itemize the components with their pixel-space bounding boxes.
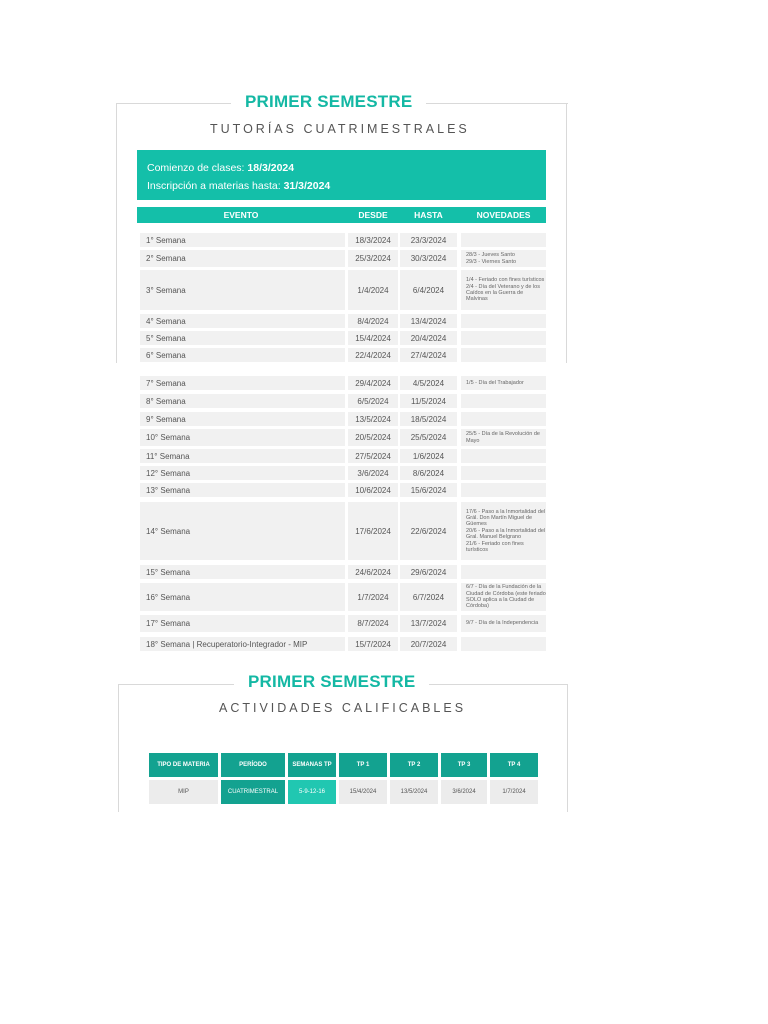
row-desde: 15/7/2024 (348, 637, 398, 651)
row-novedades (461, 233, 546, 247)
table-row (137, 394, 546, 408)
act-header-tp1: TP 1 (339, 753, 387, 777)
row-desde: 18/3/2024 (348, 233, 398, 247)
table-row (137, 502, 546, 560)
row-hasta: 20/4/2024 (400, 331, 457, 345)
row-evento: 8° Semana (140, 394, 345, 408)
enroll-date: 31/3/2024 (283, 180, 331, 192)
table-row (137, 314, 546, 328)
row-novedades: 1/4 - Feriado con fines turísticos 2/4 - Día del Veterano y de los Caídos en la Guerra de Malvinas (461, 270, 546, 310)
row-novedades: 6/7 - Día de la Fundación de la Ciudad de Córdoba (este feriado SOLO aplica a la Ciudad de Córdoba) (461, 583, 546, 611)
row-hasta: 1/6/2024 (400, 449, 457, 463)
table-row (137, 348, 546, 362)
row-hasta: 30/3/2024 (400, 250, 457, 267)
row-evento: 7° Semana (140, 376, 345, 390)
row-desde: 1/4/2024 (348, 270, 398, 310)
row-desde: 17/6/2024 (348, 502, 398, 560)
act-header-tipo: TIPO DE MATERIA (149, 753, 218, 777)
row-novedades (461, 565, 546, 579)
row-evento: 12° Semana (140, 466, 345, 480)
row-desde: 27/5/2024 (348, 449, 398, 463)
header-hasta: HASTA (414, 210, 443, 220)
table-row (137, 565, 546, 579)
act-cell-tp3: 3/6/2024 (441, 780, 487, 804)
act-cell-tp1: 15/4/2024 (339, 780, 387, 804)
act-header-semanas: SEMANAS TP (288, 753, 336, 777)
row-novedades (461, 449, 546, 463)
row-desde: 8/7/2024 (348, 615, 398, 632)
section1-title: PRIMER SEMESTRE (231, 92, 426, 112)
frame2-left-line (118, 684, 119, 812)
row-novedades (461, 466, 546, 480)
row-novedades: 1/5 - Día del Trabajador (461, 376, 546, 390)
header-novedades: NOVEDADES (476, 210, 531, 220)
row-novedades (461, 314, 546, 328)
row-hasta: 4/5/2024 (400, 376, 457, 390)
table-row (137, 233, 546, 247)
row-hasta: 15/6/2024 (400, 483, 457, 497)
row-novedades: 17/6 - Paso a la Inmortalidad del Grál. Don Martín Miguel de Güemes 20/6 - Paso a la Inmortalidad del Gral. Manuel Belgrano 21/6 - Feriado con fines turísticos (461, 502, 546, 560)
row-evento: 14° Semana (140, 502, 345, 560)
header-evento: EVENTO (223, 210, 259, 220)
row-hasta: 20/7/2024 (400, 637, 457, 651)
schedule-table-header (137, 207, 546, 223)
dates-banner (137, 150, 546, 200)
page-gap (116, 364, 568, 374)
row-evento: 4° Semana (140, 314, 345, 328)
act-header-periodo: PERÍODO (221, 753, 285, 777)
row-evento: 5° Semana (140, 331, 345, 345)
row-evento: 16° Semana (140, 583, 345, 611)
row-hasta: 27/4/2024 (400, 348, 457, 362)
row-evento: 13° Semana (140, 483, 345, 497)
row-desde: 6/5/2024 (348, 394, 398, 408)
row-hasta: 29/6/2024 (400, 565, 457, 579)
row-novedades (461, 348, 546, 362)
section2-subtitle: ACTIVIDADES CALIFICABLES (219, 701, 467, 715)
row-desde: 29/4/2024 (348, 376, 398, 390)
row-evento: 18° Semana | Recuperatorio-Integrador - MIP (140, 637, 345, 651)
enroll-label: Inscripción a materias hasta: (147, 180, 284, 192)
row-novedades: 9/7 - Día de la Independencia (461, 615, 546, 632)
table-row (137, 615, 546, 632)
frame2-right-line (567, 684, 568, 812)
table-row (137, 637, 546, 651)
row-novedades (461, 331, 546, 345)
row-hasta: 6/4/2024 (400, 270, 457, 310)
header-desde: DESDE (358, 210, 388, 220)
row-evento: 11° Semana (140, 449, 345, 463)
row-hasta: 23/3/2024 (400, 233, 457, 247)
section1-subtitle: TUTORÍAS CUATRIMESTRALES (210, 122, 470, 136)
row-hasta: 13/7/2024 (400, 615, 457, 632)
row-novedades (461, 637, 546, 651)
frame-right-line (566, 103, 567, 363)
row-hasta: 25/5/2024 (400, 429, 457, 446)
row-hasta: 13/4/2024 (400, 314, 457, 328)
act-cell-tp2: 13/5/2024 (390, 780, 438, 804)
row-desde: 22/4/2024 (348, 348, 398, 362)
row-evento: 3° Semana (140, 270, 345, 310)
table-row (137, 376, 546, 390)
act-cell-semanas: 5-9-12-16 (288, 780, 336, 804)
row-desde: 10/6/2024 (348, 483, 398, 497)
row-hasta: 18/5/2024 (400, 412, 457, 426)
row-evento: 2° Semana (140, 250, 345, 267)
row-evento: 1° Semana (140, 233, 345, 247)
table-row (137, 466, 546, 480)
frame-left-line (116, 103, 117, 363)
act-header-tp3: TP 3 (441, 753, 487, 777)
start-label: Comienzo de clases: (147, 162, 248, 174)
act-header-tp2: TP 2 (390, 753, 438, 777)
row-hasta: 6/7/2024 (400, 583, 457, 611)
row-novedades: 28/3 - Jueves Santo 29/3 - Viernes Santo (461, 250, 546, 267)
row-evento: 9° Semana (140, 412, 345, 426)
row-evento: 15° Semana (140, 565, 345, 579)
row-hasta: 8/6/2024 (400, 466, 457, 480)
row-desde: 13/5/2024 (348, 412, 398, 426)
row-novedades (461, 483, 546, 497)
table-row (137, 331, 546, 345)
act-cell-periodo: CUATRIMESTRAL (221, 780, 285, 804)
row-novedades (461, 412, 546, 426)
row-desde: 25/3/2024 (348, 250, 398, 267)
row-hasta: 22/6/2024 (400, 502, 457, 560)
act-header-tp4: TP 4 (490, 753, 538, 777)
row-desde: 24/6/2024 (348, 565, 398, 579)
table-row (137, 250, 546, 267)
row-desde: 20/5/2024 (348, 429, 398, 446)
row-novedades: 25/5 - Día de la Revolución de Mayo (461, 429, 546, 446)
section2-title: PRIMER SEMESTRE (234, 672, 429, 692)
row-desde: 8/4/2024 (348, 314, 398, 328)
row-hasta: 11/5/2024 (400, 394, 457, 408)
table-row (137, 270, 546, 310)
act-cell-tp4: 1/7/2024 (490, 780, 538, 804)
start-date: 18/3/2024 (247, 162, 295, 174)
table-row (137, 583, 546, 611)
row-desde: 3/6/2024 (348, 466, 398, 480)
act-cell-tipo: MIP (149, 780, 218, 804)
row-evento: 6° Semana (140, 348, 345, 362)
table-row (137, 483, 546, 497)
row-novedades (461, 394, 546, 408)
row-evento: 10° Semana (140, 429, 345, 446)
row-desde: 1/7/2024 (348, 583, 398, 611)
row-evento: 17° Semana (140, 615, 345, 632)
row-desde: 15/4/2024 (348, 331, 398, 345)
table-row (137, 449, 546, 463)
table-row (137, 429, 546, 446)
table-row (137, 412, 546, 426)
